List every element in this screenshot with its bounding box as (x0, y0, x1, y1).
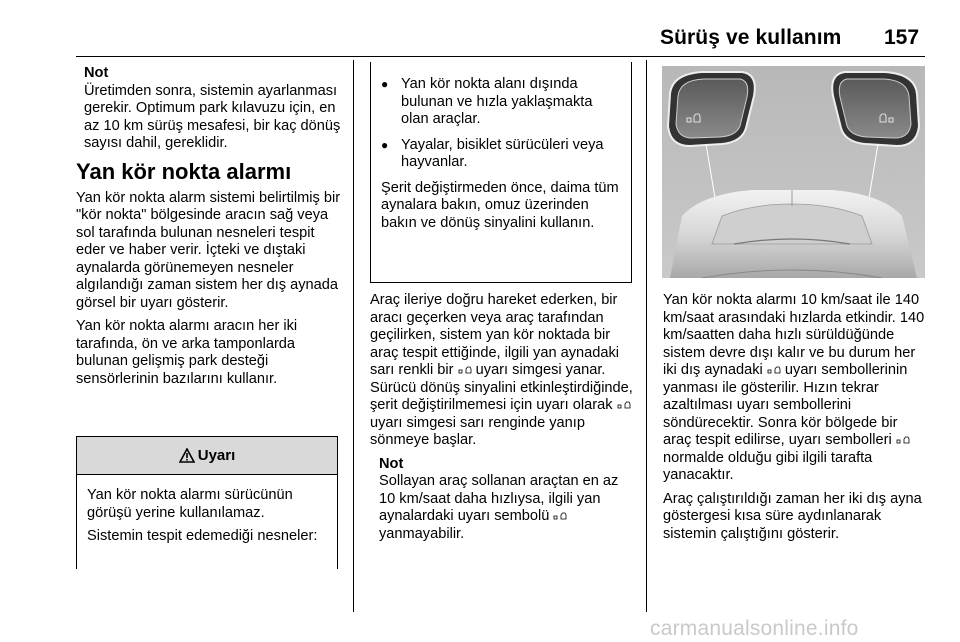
intro-paragraph: Yan kör nokta alarm sistemi belirtilmiş bir "kör nokta" bölgesinde aracın sağ veya sol tarafında bulunan nesneleri tespit eder ve haber verir. İçteki ve dıştaki aynalarda görünemeyen nesneler algılandığı zaman sistem her dış aynada görsel bir uyarı gösterir. (76, 189, 341, 311)
mirror-advice: Şerit değiştirmeden önce, daima tüm aynalara bakın, omuz üzerinden bakın ve dönüş sinyalini kullanın. (381, 179, 619, 231)
side-mirror-blind-spot-illustration (662, 66, 925, 278)
warning-box-continued (370, 62, 632, 283)
blind-spot-car-icon (617, 400, 631, 410)
undetected-list (381, 76, 623, 172)
column-1 (76, 65, 342, 394)
watermark: carmanualsonline.info (650, 617, 859, 640)
list-item: ● Yayalar, bisiklet sürücüleri veya hayvanlar. (381, 137, 623, 172)
warning-text-1: Yan kör nokta alarmı sürücünün görüşü yerine kullanılamaz. (87, 487, 293, 521)
column-2 (370, 292, 636, 549)
blind-spot-car-icon (458, 365, 472, 375)
section-heading: Yan kör nokta alarmı (76, 158, 292, 184)
note-label: Not (84, 65, 109, 81)
warning-title: Uyarı (197, 447, 236, 464)
detection-paragraph: Araç ileriye doğru hareket ederken, bir aracı geçerken veya araç tarafından geçilirken, sistem yan kör noktada bir araç tespit ettiğinde, ilgili yan aynadaki sarı renkli bir uyarı simgesi yanar. Sürücü dönüş sinyalini etkinleştirdiğinde, şerit değiştirilmemesi için uyarı olarak uyarı simgesi sarı renginde yanıp sönmeye başlar. (370, 292, 633, 448)
column-divider-2 (646, 60, 647, 612)
header-rule (76, 56, 925, 57)
warning-header (77, 437, 337, 475)
sensor-paragraph: Yan kör nokta alarmı aracın her iki tarafında, ön ve arka tamponlarda bulunan gelişmiş park desteği sensörlerinin bazılarını kullanır. (76, 318, 298, 387)
speed-paragraph: Yan kör nokta alarmı 10 km/saat ile 140 km/saat arasındaki hızlarda etkindir. 140 km/saatten daha hızlı sürüldüğünde sistem devre dışı kalır ve bu durum her iki dış aynadaki uyarı sembollerinin yanması ile gösterilir. Hızın tekrar azaltılması uyarı sembollerini söndürecektir. Sonra kör bölgede bir araç tespit edilirse, uyarı sembolleri normalde olduğu gibi ilgili tarafta yanacaktır. (663, 292, 925, 483)
page-number: 157 (884, 26, 920, 49)
list-item: ● Yan kör nokta alanı dışında bulunan ve hızla yaklaşmakta olan araçlar. (381, 76, 623, 129)
running-header-title: Sürüş ve kullanım (660, 26, 842, 49)
warning-triangle-icon (179, 448, 195, 463)
startup-paragraph: Araç çalıştırıldığı zaman her iki dış ayna göstergesi kısa süre aydınlanarak sistemin çalıştığını gösterir. (663, 490, 922, 542)
note-block (370, 456, 636, 544)
warning-text-2: Sistemin tespit edemediği nesneler: (87, 528, 318, 544)
column-divider-1 (353, 60, 354, 612)
warning-box (76, 436, 338, 569)
blind-spot-car-icon (767, 365, 781, 375)
blind-spot-car-icon (896, 435, 910, 445)
note-text: Sollayan araç sollanan araçtan en az 10 km/saat daha hızlıysa, ilgili yan aynalardaki uyarı sembolü yanmayabilir. (379, 473, 619, 542)
note-label: Not (379, 455, 404, 472)
warning-body (77, 475, 337, 546)
column-3 (663, 292, 928, 549)
note-text: Üretimden sonra, sistemin ayarlanması gerekir. Optimum park kılavuzu için, en az 10 km sürüş mesafesi, bir kaç dönüş sayısı dahil, gereklidir. (84, 82, 341, 151)
blind-spot-car-icon (553, 511, 567, 521)
